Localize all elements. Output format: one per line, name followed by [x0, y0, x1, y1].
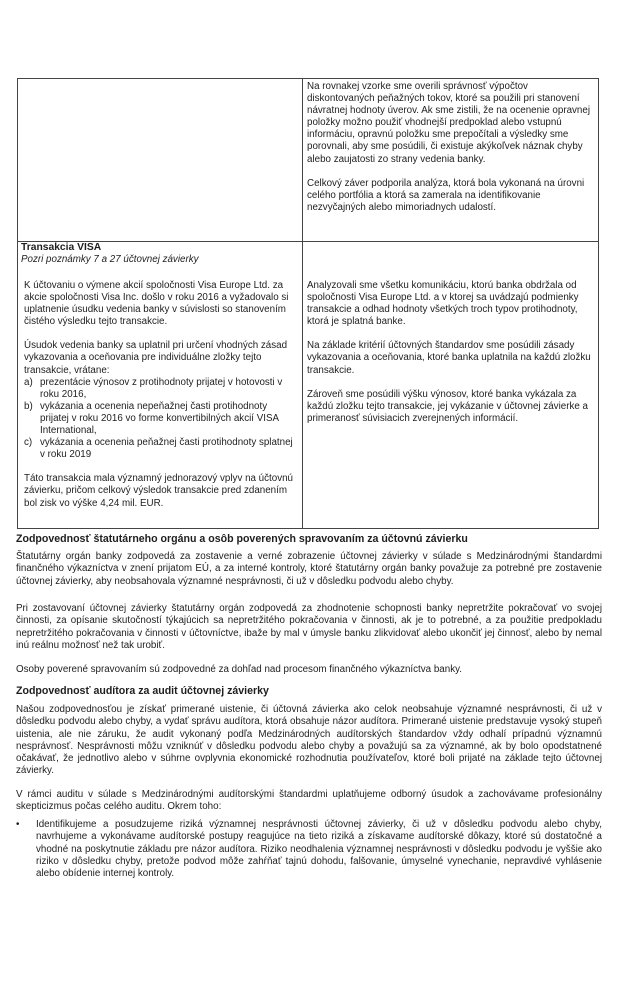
key-audit-matters-table — [17, 78, 599, 529]
visa-left-paragraph: Úsudok vedenia banky sa uplatnil pri určení vhodných zásad vykazovania a oceňovania pre individuálne zložky tejto transakcie, vrátane: — [24, 340, 288, 376]
list-item-text: vykázania a ocenenia nepeňažnej časti protihodnoty prijatej v roku 2016 vo forme konvertibilných akcií VISA International, — [40, 400, 279, 437]
list-item-text: vykázania a ocenenia peňažnej časti protihodnoty splatnej v roku 2019 — [40, 437, 293, 461]
visa-section-title: Transakcia VISA — [21, 242, 102, 253]
list-item-label: b) — [24, 400, 33, 412]
table-column-divider — [302, 79, 303, 528]
visa-right-paragraph: Na základe kritérií účtovných štandardov sme posúdili zásady vykazovania a oceňovania, ktoré banka uplatnila na každú zložku transakcie. — [307, 340, 591, 376]
visa-section-reference: Pozri poznámky 7 a 27 účtovnej závierky — [21, 254, 199, 266]
row1-right-paragraph: Celkový záver podporila analýza, ktorá bola vykonaná na úrovni celého portfólia a ktorá sa zamerala na identifikovanie nezvyčajných alebo mimoriadnych udalostí. — [307, 177, 585, 213]
list-item-label: c) — [24, 437, 33, 449]
visa-header-cell — [21, 242, 299, 266]
list-item — [24, 437, 296, 461]
bullet-icon: • — [16, 819, 20, 830]
list-item-text: prezentácie výnosov z protihodnoty prijatej v hotovosti v roku 2016, — [40, 376, 283, 400]
visa-left-paragraph: Táto transakcia mala významný jednorazový vplyv na účtovnú závierku, pričom celkový výsledok transakcie pred zdanením bol zisk vo výške 4,24 mil. EUR. — [24, 473, 293, 509]
body-paragraph: Pri zostavovaní účtovnej závierky štatutárny orgán zodpovedá za zhodnotenie schopnosti banky nepretržite pokračovať vo svojej činnosti, za opísanie skutočností týkajúcich sa nepretržitého pokračovania v činnosti, ak je to potrebné, a za použitie predpokladu nepretržitého pokračovania v činnosti v účtovníctve, ibaže by mal v úmysle banku zlikvidovať alebo ukončiť jej činnosť, alebo by nemal inú reálnu možnosť než tak urobiť. — [16, 603, 602, 651]
visa-left-paragraph: K účtovaniu o výmene akcií spoločnosti Visa Europe Ltd. za akcie spoločnosti Visa Inc. došlo v roku 2016 a vyžadovalo si uplatnenie úsudku vedenia banky v súvislosti so stanovením čistého výsledku tejto transakcie. — [24, 280, 289, 328]
body-paragraph: Štatutárny orgán banky zodpovedá za zostavenie a verné zobrazenie účtovnej závierky v súlade s Medzinárodnými štandardmi finančného výkazníctva v znení prijatom EÚ, a za interné kontroly, ktoré štatutárny orgán banky považuje za potrebné pre zostavenie účtovnej závierky, aby neobsahovala významné nesprávnosti, či už v dôsledku podvodu alebo chyby. — [16, 551, 602, 587]
section-heading-management-responsibility: Zodpovednosť štatutárneho orgánu a osôb poverených spravovaním za účtovnú závierku — [16, 533, 468, 545]
list-item — [24, 377, 296, 401]
visa-left-cell — [24, 280, 296, 510]
visa-right-paragraph: Zároveň sme posúdili výšku výnosov, ktoré banka vykázala za každú zložku tejto transakcie, jej vykázanie v účtovnej závierke a primeranosť súvisiacich zverejnených informácií. — [307, 388, 588, 424]
row1-right-cell — [307, 81, 592, 214]
list-item-label: a) — [24, 376, 33, 388]
bullet-text: Identifikujeme a posudzujeme riziká významnej nesprávnosti účtovnej závierky, či už v dôsledku podvodu alebo chyby, navrhujeme a vykonávame audítorské postupy reagujúce na tieto riziká a získavame audítorské dôkazy, ktoré sú dostatočné a vhodné na poskytnutie základu pre názor audítora. Riziko neodhalenia významnej nesprávnosti v dôsledku podvodu je vyššie ako riziko v dôsledku chyby, pretože podvod môže zahŕňať tajnú dohodu, falšovanie, úmyselné vynechanie, nepravdivé vyhlásenie alebo obídenie internej kontroly. — [36, 819, 602, 880]
visa-right-paragraph: Analyzovali sme všetku komunikáciu, ktorú banka obdržala od spoločnosti Visa Europe Ltd. a v ktorej sa uvádzajú podmienky transakcie a odhad hodnoty všetkých troch typov protihodnoty, ktorá je splatná banke. — [307, 280, 579, 328]
body-paragraph: Našou zodpovednosťou je získať primerané uistenie, či účtovná závierka ako celok neobsahuje významné nesprávnosti, či už v dôsledku podvodu alebo chyby, a vydať správu audítora, ktorá obsahuje názor audítora. Primerané uistenie predstavuje vysoký stupeň uistenia, ale nie záruku, že audit vykonaný podľa Medzinárodných audítorských štandardov vždy odhalí prípadnú významnú nesprávnosť. Nesprávnosti môžu vzniknúť v dôsledku podvodu alebo chyby a považujú sa za významné, ak by bolo opodstatnené očakávať, že jednotlivo alebo v súhrne ovplyvnia ekonomické rozhodnutia používateľov, ktoré boli prijaté na základe tejto účtovnej závierky. — [16, 704, 602, 777]
visa-right-cell — [307, 280, 592, 425]
row1-right-paragraph: Na rovnakej vzorke sme overili správnosť výpočtov diskontovaných peňažných tokov, ktoré sa použili pri stanovení návratnej hodnoty úverov. Ak sme zistili, že na ocenenie opravnej položky možno použiť vhodnejší predpoklad alebo vstupnú informáciu, opravnú položku sme prepočítali a výsledky sme porovnali, aby sme posúdili, či existuje akýkoľvek náznak chyby alebo zaujatosti zo strany vedenia banky. — [307, 81, 590, 165]
body-paragraph: Osoby poverené spravovaním sú zodpovedné za dohľad nad procesom finančného výkazníctva banky. — [16, 664, 462, 675]
section-heading-auditor-responsibility: Zodpovednosť audítora za audit účtovnej závierky — [16, 685, 269, 697]
bullet-item — [16, 819, 602, 880]
list-item — [24, 401, 296, 437]
body-paragraph: V rámci auditu v súlade s Medzinárodnými audítorskými štandardmi uplatňujeme odborný úsudok a zachovávame profesionálny skepticizmus počas celého auditu. Okrem toho: — [16, 789, 602, 813]
visa-components-list — [24, 377, 296, 462]
